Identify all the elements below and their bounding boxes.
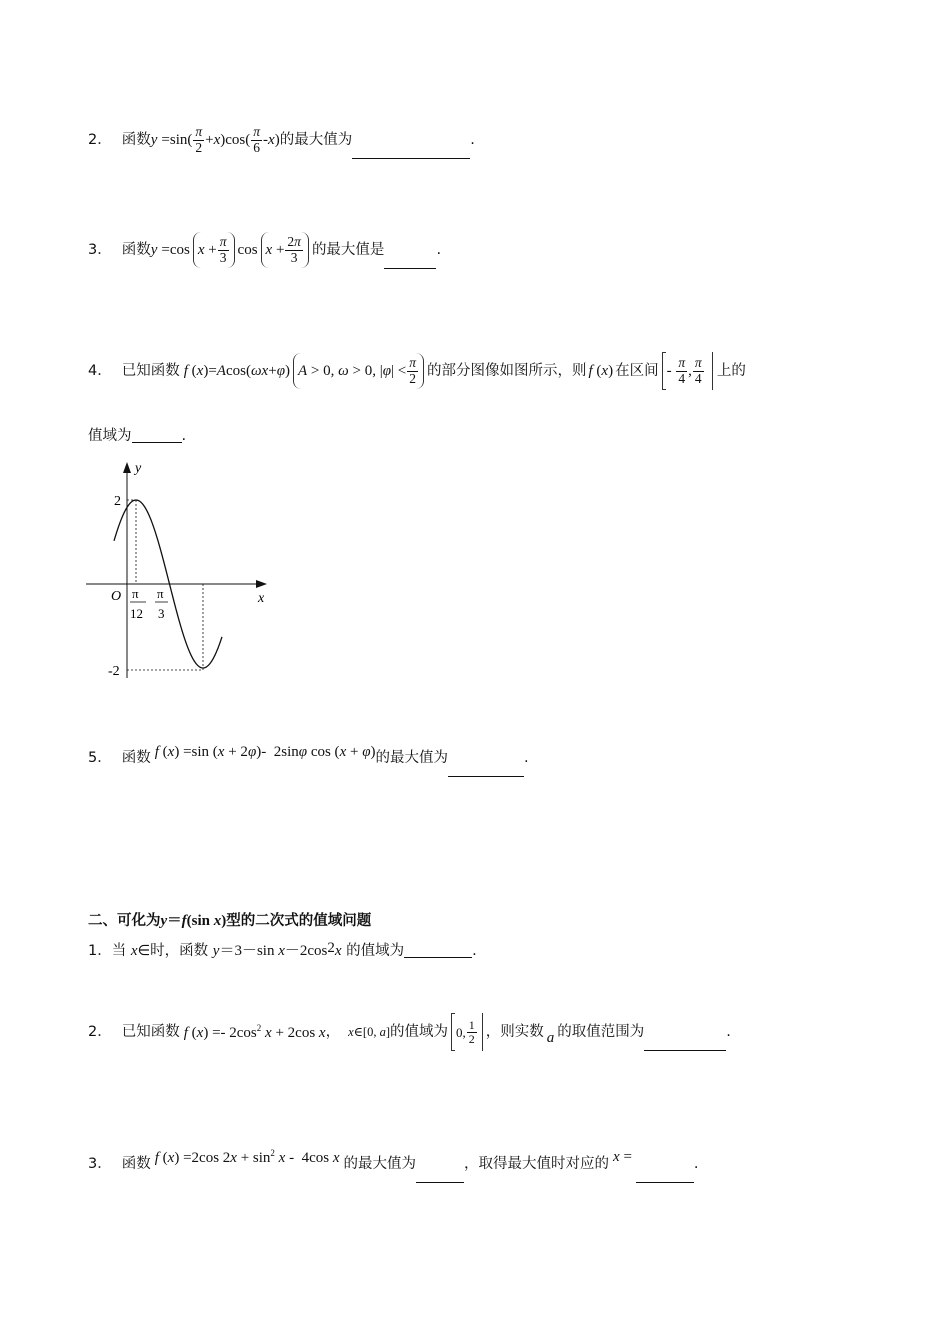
question-text: 的值域为 [390,1023,448,1040]
answer-blank[interactable] [384,267,436,269]
question-prefix: 已知函数 [121,362,180,379]
period: . [693,1155,699,1172]
period: . [726,1023,731,1040]
var: x [334,942,342,959]
y-axis-label: y [135,461,142,476]
y-tick-bottom: -2 [108,664,120,679]
y-axis-arrow [123,462,131,473]
domain-formula: x∈[0, a] [348,1024,390,1039]
question-text: ，取得最大值时对应的 [464,1155,610,1172]
answer-blank[interactable] [352,157,470,159]
x-tick-2-numerator: π [157,586,164,601]
answer-blank[interactable] [416,1181,464,1183]
section-2-question-2 [88,1010,731,1054]
question-2 [88,118,475,162]
question-prefix: 函数 [121,749,151,766]
period: . [524,749,529,766]
range-formula: 0, $\frac{1}{2}$ [448,1013,486,1051]
title-text: 型的二次式的值域问题 [226,912,372,929]
formula: y =cos x + $\frac{\pi}{3}$ cos x + $\frac{2\pi}{3}$ [151,232,312,268]
question-suffix: 的最大值是 [311,241,385,258]
answer-blank[interactable] [404,956,472,958]
section-2-question-1 [88,941,477,961]
title-text: ) [221,912,227,929]
question-text: ，则实数 [485,1023,544,1040]
question-4-line2 [88,426,186,446]
cosine-graph [84,458,284,688]
superscript: 2 [327,940,335,956]
origin-label: O [111,589,122,604]
formula: y =sin( $\frac{\pi}{2}$ + x )cos( $\frac{\pi}{6}$ - x ) [150,124,280,155]
question-prefix: 函数 [121,131,151,148]
question-text: 1．当 [88,942,131,959]
title-var: y [160,912,168,929]
section-2-question-3 [88,1142,699,1186]
formula: －2cos [284,942,328,959]
question-text: 在区间 [615,362,659,379]
answer-blank[interactable] [644,1049,726,1051]
x-axis-label: x [258,591,265,606]
question-number: 2． [88,131,112,148]
formula-x-eq: x = [613,1148,632,1165]
formula: f (x) =2cos $2x + \sin^2 x - 4\cos$ x [154,1147,340,1166]
title-text: ＝ [167,912,182,929]
question-prefix: 函数 [121,1155,151,1172]
question-text: 值域为 [88,427,132,444]
period: . [472,942,477,959]
question-suffix: 的最大值为 [279,131,353,148]
var: y [212,942,220,959]
question-number: 2． [88,1023,112,1040]
question-number: 3． [88,1155,112,1172]
x-tick-1-denominator: 12 [130,606,143,621]
comma: ， [325,1023,341,1040]
title-text: 二、可化为 [88,912,161,929]
title-var: f [181,912,187,929]
interval-formula: - $\frac{\pi}{4}$ , $\frac{\pi}{4}$ [659,352,713,390]
question-suffix: 的最大值为 [375,749,449,766]
question-3 [88,228,441,272]
question-number: 3． [88,241,112,258]
formula-fx: f (x) [588,362,614,379]
question-4 [88,349,746,393]
var: a [546,1029,555,1046]
x-axis-arrow [256,580,267,588]
period: . [436,241,442,258]
answer-blank[interactable] [448,775,524,777]
question-5 [88,736,529,780]
title-var: x [213,912,222,929]
y-tick-top: 2 [114,494,121,509]
section-2-title [88,911,371,931]
question-prefix: 函数 [121,241,151,258]
question-suffix: 的取值范围为 [557,1023,645,1040]
title-text: (sin [186,912,214,929]
answer-blank[interactable] [636,1181,694,1183]
question-text: 的部分图像如图所示，则 [427,362,587,379]
period: . [470,131,475,148]
question-number: 4． [88,362,112,379]
x-tick-1-numerator: π [132,586,139,601]
formula: f ( x )= A cos( ωx + φ ) A > 0, ω > 0, | φ | < $\frac{\pi}{2}$ [184,353,427,389]
x-tick-2-denominator: 3 [158,606,165,621]
question-text: 上的 [716,362,746,379]
answer-blank[interactable] [132,441,182,443]
formula: ＝3－sin [219,942,279,959]
question-prefix: 已知函数 [121,1023,180,1040]
formula: f $(x) =- 2\cos^2$ x + 2cos x [183,1022,326,1041]
question-number: 5． [88,749,112,766]
var: x [278,942,285,959]
question-text: 的值域为 [341,942,405,959]
question-text: ∈时，函数 [137,942,213,959]
period: . [181,427,187,444]
question-suffix: 的最大值为 [343,1155,417,1172]
var: x [130,942,138,959]
formula: f (x) =sin (x + 2φ)- 2sinφ cos (x + φ) [154,743,376,760]
